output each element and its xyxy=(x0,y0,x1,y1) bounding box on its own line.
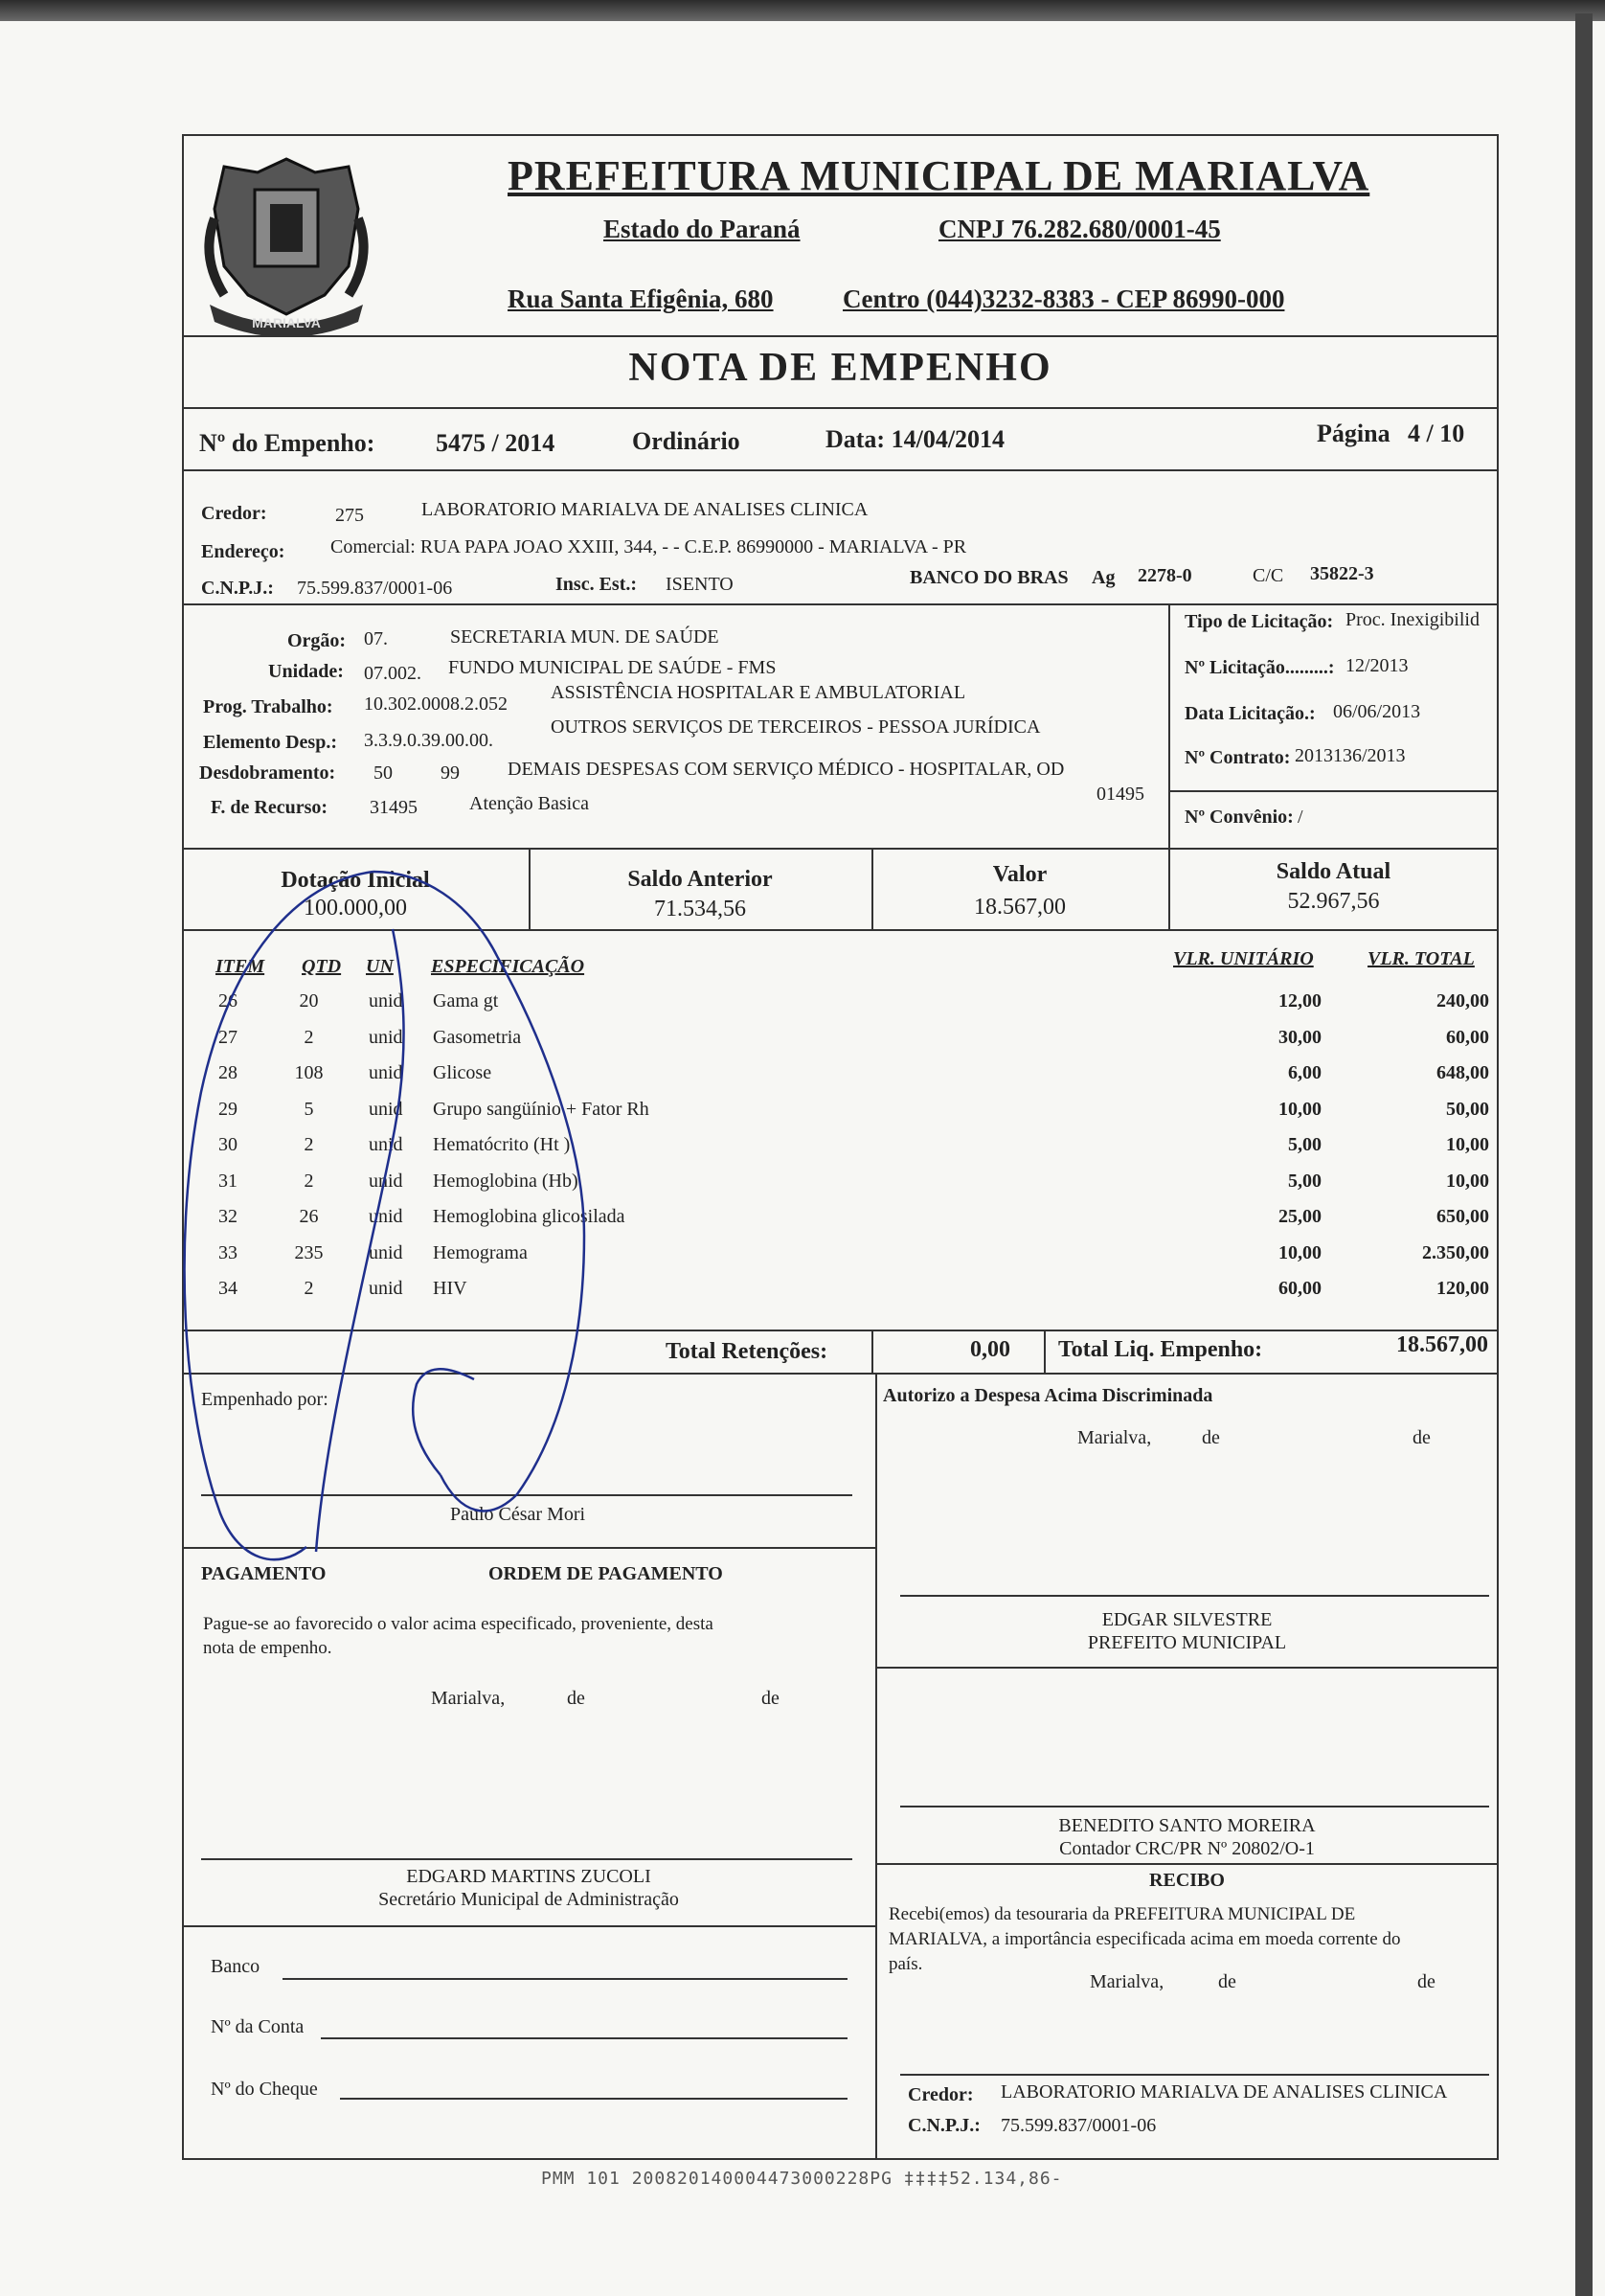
orgao-name: SECRETARIA MUN. DE SAÚDE xyxy=(450,626,719,648)
empenho-type: Ordinário xyxy=(632,427,740,455)
insc-label: Insc. Est.: xyxy=(555,574,638,595)
header-cnpj: CNPJ 76.282.680/0001-45 xyxy=(938,215,1221,243)
elem-name: OUTROS SERVIÇOS DE TERCEIROS - PESSOA JURÍDICA xyxy=(551,716,1041,738)
col-item: ITEM xyxy=(215,956,265,977)
credor-name: LABORATORIO MARIALVA DE ANALISES CLINICA xyxy=(421,499,869,520)
credor-label: Credor: xyxy=(201,503,267,524)
autorizo-de2: de xyxy=(1413,1427,1431,1448)
espec-cell: Hematócrito (Ht ) xyxy=(433,1134,571,1155)
tipo-licitacao-label: Tipo de Licitação: xyxy=(1185,611,1334,632)
autorizo-label: Autorizo a Despesa Acima Discriminada xyxy=(883,1385,1213,1406)
saldo-anterior-value: 71.534,56 xyxy=(654,897,746,921)
footer-code: PMM 101 200820140004473000228PG ‡‡‡‡52.134,86- xyxy=(541,2169,1063,2189)
scan-top-edge xyxy=(0,0,1605,21)
espec-cell: Hemoglobina glicosilada xyxy=(433,1206,625,1227)
un-cell: unid xyxy=(369,990,403,1012)
total-cell: 60,00 xyxy=(1446,1026,1489,1048)
col-un: UN xyxy=(366,956,394,977)
header-title: PREFEITURA MUNICIPAL DE MARIALVA xyxy=(508,152,1370,199)
scan-right-edge xyxy=(1575,13,1593,2296)
convenio-label: Nº Convênio: xyxy=(1185,807,1294,828)
un-cell: unid xyxy=(369,1062,403,1083)
autorizo-city: Marialva, xyxy=(1077,1427,1152,1448)
unit-cell: 5,00 xyxy=(1288,1134,1322,1155)
desd-a: 50 xyxy=(373,762,393,784)
retencoes-value: 0,00 xyxy=(970,1337,1010,1362)
tipo-licitacao-value: Proc. Inexigibilid xyxy=(1345,609,1480,630)
nota-empenho-form xyxy=(182,134,1499,2165)
autorizo-de1: de xyxy=(1202,1427,1220,1448)
un-cell: unid xyxy=(369,1026,403,1048)
contador-role: Contador CRC/PR Nº 20802/O-1 xyxy=(1059,1838,1315,1859)
contrato-label: Nº Contrato: xyxy=(1185,747,1291,768)
desd-name: DEMAIS DESPESAS COM SERVIÇO MÉDICO - HOSPITALAR, OD xyxy=(508,759,1065,780)
espec-cell: Grupo sangüínio + Fator Rh xyxy=(433,1098,649,1120)
valor-value: 18.567,00 xyxy=(974,895,1066,920)
total-cell: 120,00 xyxy=(1436,1278,1489,1299)
un-cell: unid xyxy=(369,1134,403,1155)
conta-label: Nº da Conta xyxy=(211,2016,305,2037)
unit-cell: 10,00 xyxy=(1278,1241,1322,1263)
liq-label: Total Liq. Empenho: xyxy=(1058,1337,1263,1362)
desd-b: 99 xyxy=(441,762,460,784)
recibo-city: Marialva, xyxy=(1090,1971,1164,1992)
recurso-code: 31495 xyxy=(370,797,418,818)
insc-value: ISENTO xyxy=(666,574,734,595)
orgao-code: 07. xyxy=(364,628,388,649)
pagamento-de2: de xyxy=(761,1688,780,1709)
unit-cell: 25,00 xyxy=(1278,1206,1322,1227)
agency-label: Ag xyxy=(1092,567,1116,588)
endereco-value: Comercial: RUA PAPA JOAO XXIII, 344, - - C.E.P. 86990000 - MARIALVA - PR xyxy=(330,536,967,557)
unit-cell: 10,00 xyxy=(1278,1098,1322,1120)
elem-code: 3.3.9.0.39.00.00. xyxy=(364,730,493,751)
agency-value: 2278-0 xyxy=(1138,565,1192,586)
prog-label: Prog. Trabalho: xyxy=(203,696,333,717)
empenhado-name: Paulo César Mori xyxy=(450,1504,586,1525)
doc-title: NOTA DE EMPENHO xyxy=(628,346,1052,390)
elem-label: Elemento Desp.: xyxy=(203,732,337,753)
qtd-cell: 2 xyxy=(304,1170,314,1192)
saldo-anterior-label: Saldo Anterior xyxy=(627,867,773,892)
recibo-credor-name: LABORATORIO MARIALVA DE ANALISES CLINICA xyxy=(1001,2081,1448,2103)
page-number: 4 / 10 xyxy=(1408,420,1465,447)
col-espec: ESPECIFICAÇÃO xyxy=(431,956,585,977)
espec-cell: Gama gt xyxy=(433,990,499,1012)
pagamento-text-1: Pague-se ao favorecido o valor acima especificado, proveniente, desta xyxy=(203,1614,713,1634)
un-cell: unid xyxy=(369,1241,403,1263)
cnpj-label: C.N.P.J.: xyxy=(201,578,274,599)
pagamento-de1: de xyxy=(567,1688,585,1709)
num-licitacao-value: 12/2013 xyxy=(1345,655,1409,676)
recibo-line-2: MARIALVA, a importância especificada acima em moeda corrente do xyxy=(889,1929,1401,1949)
item-cell: 28 xyxy=(218,1062,237,1083)
cheque-label: Nº do Cheque xyxy=(211,2079,318,2100)
item-cell: 29 xyxy=(218,1098,237,1120)
recurso-extra: 01495 xyxy=(1096,784,1144,805)
col-unit: VLR. UNITÁRIO xyxy=(1173,948,1314,969)
data-licitacao-value: 06/06/2013 xyxy=(1333,701,1421,722)
retencoes-label: Total Retenções: xyxy=(666,1339,828,1364)
empenho-date: Data: 14/04/2014 xyxy=(825,425,1006,453)
un-cell: unid xyxy=(369,1170,403,1192)
contrato-value: 2013136/2013 xyxy=(1295,745,1406,766)
espec-cell: Glicose xyxy=(433,1062,492,1083)
dotacao-value: 100.000,00 xyxy=(304,896,407,921)
qtd-cell: 2 xyxy=(304,1134,314,1155)
empenhado-label: Empenhado por: xyxy=(201,1389,328,1410)
account-value: 35822-3 xyxy=(1310,563,1374,584)
recurso-name: Atenção Basica xyxy=(469,793,589,814)
saldo-atual-value: 52.967,56 xyxy=(1287,889,1380,914)
espec-cell: Hemoglobina (Hb) xyxy=(433,1170,578,1192)
recibo-credor-label: Credor: xyxy=(908,2084,974,2105)
total-cell: 10,00 xyxy=(1446,1134,1489,1155)
recibo-cnpj-label: C.N.P.J.: xyxy=(908,2115,981,2136)
saldo-atual-label: Saldo Atual xyxy=(1276,859,1391,884)
secretario-name: EDGARD MARTINS ZUCOLI xyxy=(406,1866,651,1887)
un-cell: unid xyxy=(369,1206,403,1227)
pagamento-label: PAGAMENTO xyxy=(201,1563,327,1584)
orgao-label: Orgão: xyxy=(287,630,347,651)
qtd-cell: 20 xyxy=(299,990,319,1012)
espec-cell: Hemograma xyxy=(433,1241,528,1263)
qtd-cell: 2 xyxy=(304,1278,314,1299)
unit-cell: 6,00 xyxy=(1288,1062,1322,1083)
recibo-de1: de xyxy=(1218,1971,1236,1992)
unit-cell: 5,00 xyxy=(1288,1170,1322,1192)
item-cell: 30 xyxy=(218,1134,237,1155)
total-cell: 2.350,00 xyxy=(1422,1241,1489,1263)
valor-label: Valor xyxy=(992,862,1048,887)
liq-value: 18.567,00 xyxy=(1396,1332,1488,1357)
recibo-cnpj-value: 75.599.837/0001-06 xyxy=(1001,2115,1157,2136)
desd-label: Desdobramento: xyxy=(199,762,336,784)
recibo-line-3: país. xyxy=(889,1954,923,1974)
total-cell: 648,00 xyxy=(1436,1062,1489,1083)
espec-cell: HIV xyxy=(433,1278,467,1299)
un-cell: unid xyxy=(369,1278,403,1299)
header-contact: Centro (044)3232-8383 - CEP 86990-000 xyxy=(843,284,1285,313)
qtd-cell: 5 xyxy=(304,1098,314,1120)
cnpj-value: 75.599.837/0001-06 xyxy=(297,578,453,599)
prog-name: ASSISTÊNCIA HOSPITALAR E AMBULATORIAL xyxy=(551,682,966,703)
total-cell: 50,00 xyxy=(1446,1098,1489,1120)
contador-name: BENEDITO SANTO MOREIRA xyxy=(1058,1815,1316,1836)
header-state: Estado do Paraná xyxy=(603,215,801,243)
item-cell: 31 xyxy=(218,1170,237,1192)
ordem-label: ORDEM DE PAGAMENTO xyxy=(488,1563,723,1584)
prefeito-role: PREFEITO MUNICIPAL xyxy=(1087,1632,1287,1653)
espec-cell: Gasometria xyxy=(433,1026,522,1048)
unidade-code: 07.002. xyxy=(364,663,421,684)
empenho-number: 5475 / 2014 xyxy=(436,429,555,457)
dotacao-label: Dotação Inicial xyxy=(281,868,430,893)
qtd-cell: 108 xyxy=(294,1062,324,1083)
secretario-role: Secretário Municipal de Administração xyxy=(378,1889,679,1910)
account-label: C/C xyxy=(1253,565,1284,586)
recibo-title: RECIBO xyxy=(1149,1870,1225,1891)
item-cell: 33 xyxy=(218,1241,237,1263)
unit-cell: 60,00 xyxy=(1278,1278,1322,1299)
prefeito-name: EDGAR SILVESTRE xyxy=(1101,1609,1273,1630)
qtd-cell: 2 xyxy=(304,1026,314,1048)
page-label: Página xyxy=(1317,420,1390,447)
pagamento-text-2: nota de empenho. xyxy=(203,1638,332,1658)
total-cell: 240,00 xyxy=(1436,990,1489,1012)
pagamento-city: Marialva, xyxy=(431,1688,506,1709)
qtd-cell: 26 xyxy=(299,1206,319,1227)
recibo-line-1: Recebi(emos) da tesouraria da PREFEITURA MUNICIPAL DE xyxy=(889,1904,1356,1924)
un-cell: unid xyxy=(369,1098,403,1120)
prog-code: 10.302.0008.2.052 xyxy=(364,693,508,715)
total-cell: 650,00 xyxy=(1436,1206,1489,1227)
unit-cell: 12,00 xyxy=(1278,990,1322,1012)
item-cell: 27 xyxy=(218,1026,237,1048)
item-cell: 32 xyxy=(218,1206,237,1227)
unidade-label: Unidade: xyxy=(268,661,344,682)
qtd-cell: 235 xyxy=(294,1241,324,1263)
col-total: VLR. TOTAL xyxy=(1368,948,1475,969)
empenho-number-label: Nº do Empenho: xyxy=(199,429,375,457)
bank-name: BANCO DO BRAS xyxy=(910,567,1069,588)
unit-cell: 30,00 xyxy=(1278,1026,1322,1048)
data-licitacao-label: Data Licitação.: xyxy=(1185,703,1316,724)
col-qtd: QTD xyxy=(302,956,342,977)
item-cell: 26 xyxy=(218,990,237,1012)
convenio-value: / xyxy=(1298,807,1303,828)
credor-code: 275 xyxy=(335,505,364,526)
recurso-label: F. de Recurso: xyxy=(211,797,328,818)
recibo-de2: de xyxy=(1417,1971,1435,1992)
endereco-label: Endereço: xyxy=(201,541,285,562)
num-licitacao-label: Nº Licitação.........: xyxy=(1185,657,1335,678)
total-cell: 10,00 xyxy=(1446,1170,1489,1192)
unidade-name: FUNDO MUNICIPAL DE SAÚDE - FMS xyxy=(448,657,777,678)
item-cell: 34 xyxy=(218,1278,237,1299)
svg-text:MARIALVA: MARIALVA xyxy=(252,315,321,330)
banco-label: Banco xyxy=(211,1956,260,1977)
handwritten-annotation xyxy=(182,134,1499,2160)
header-address: Rua Santa Efigênia, 680 xyxy=(508,284,774,313)
